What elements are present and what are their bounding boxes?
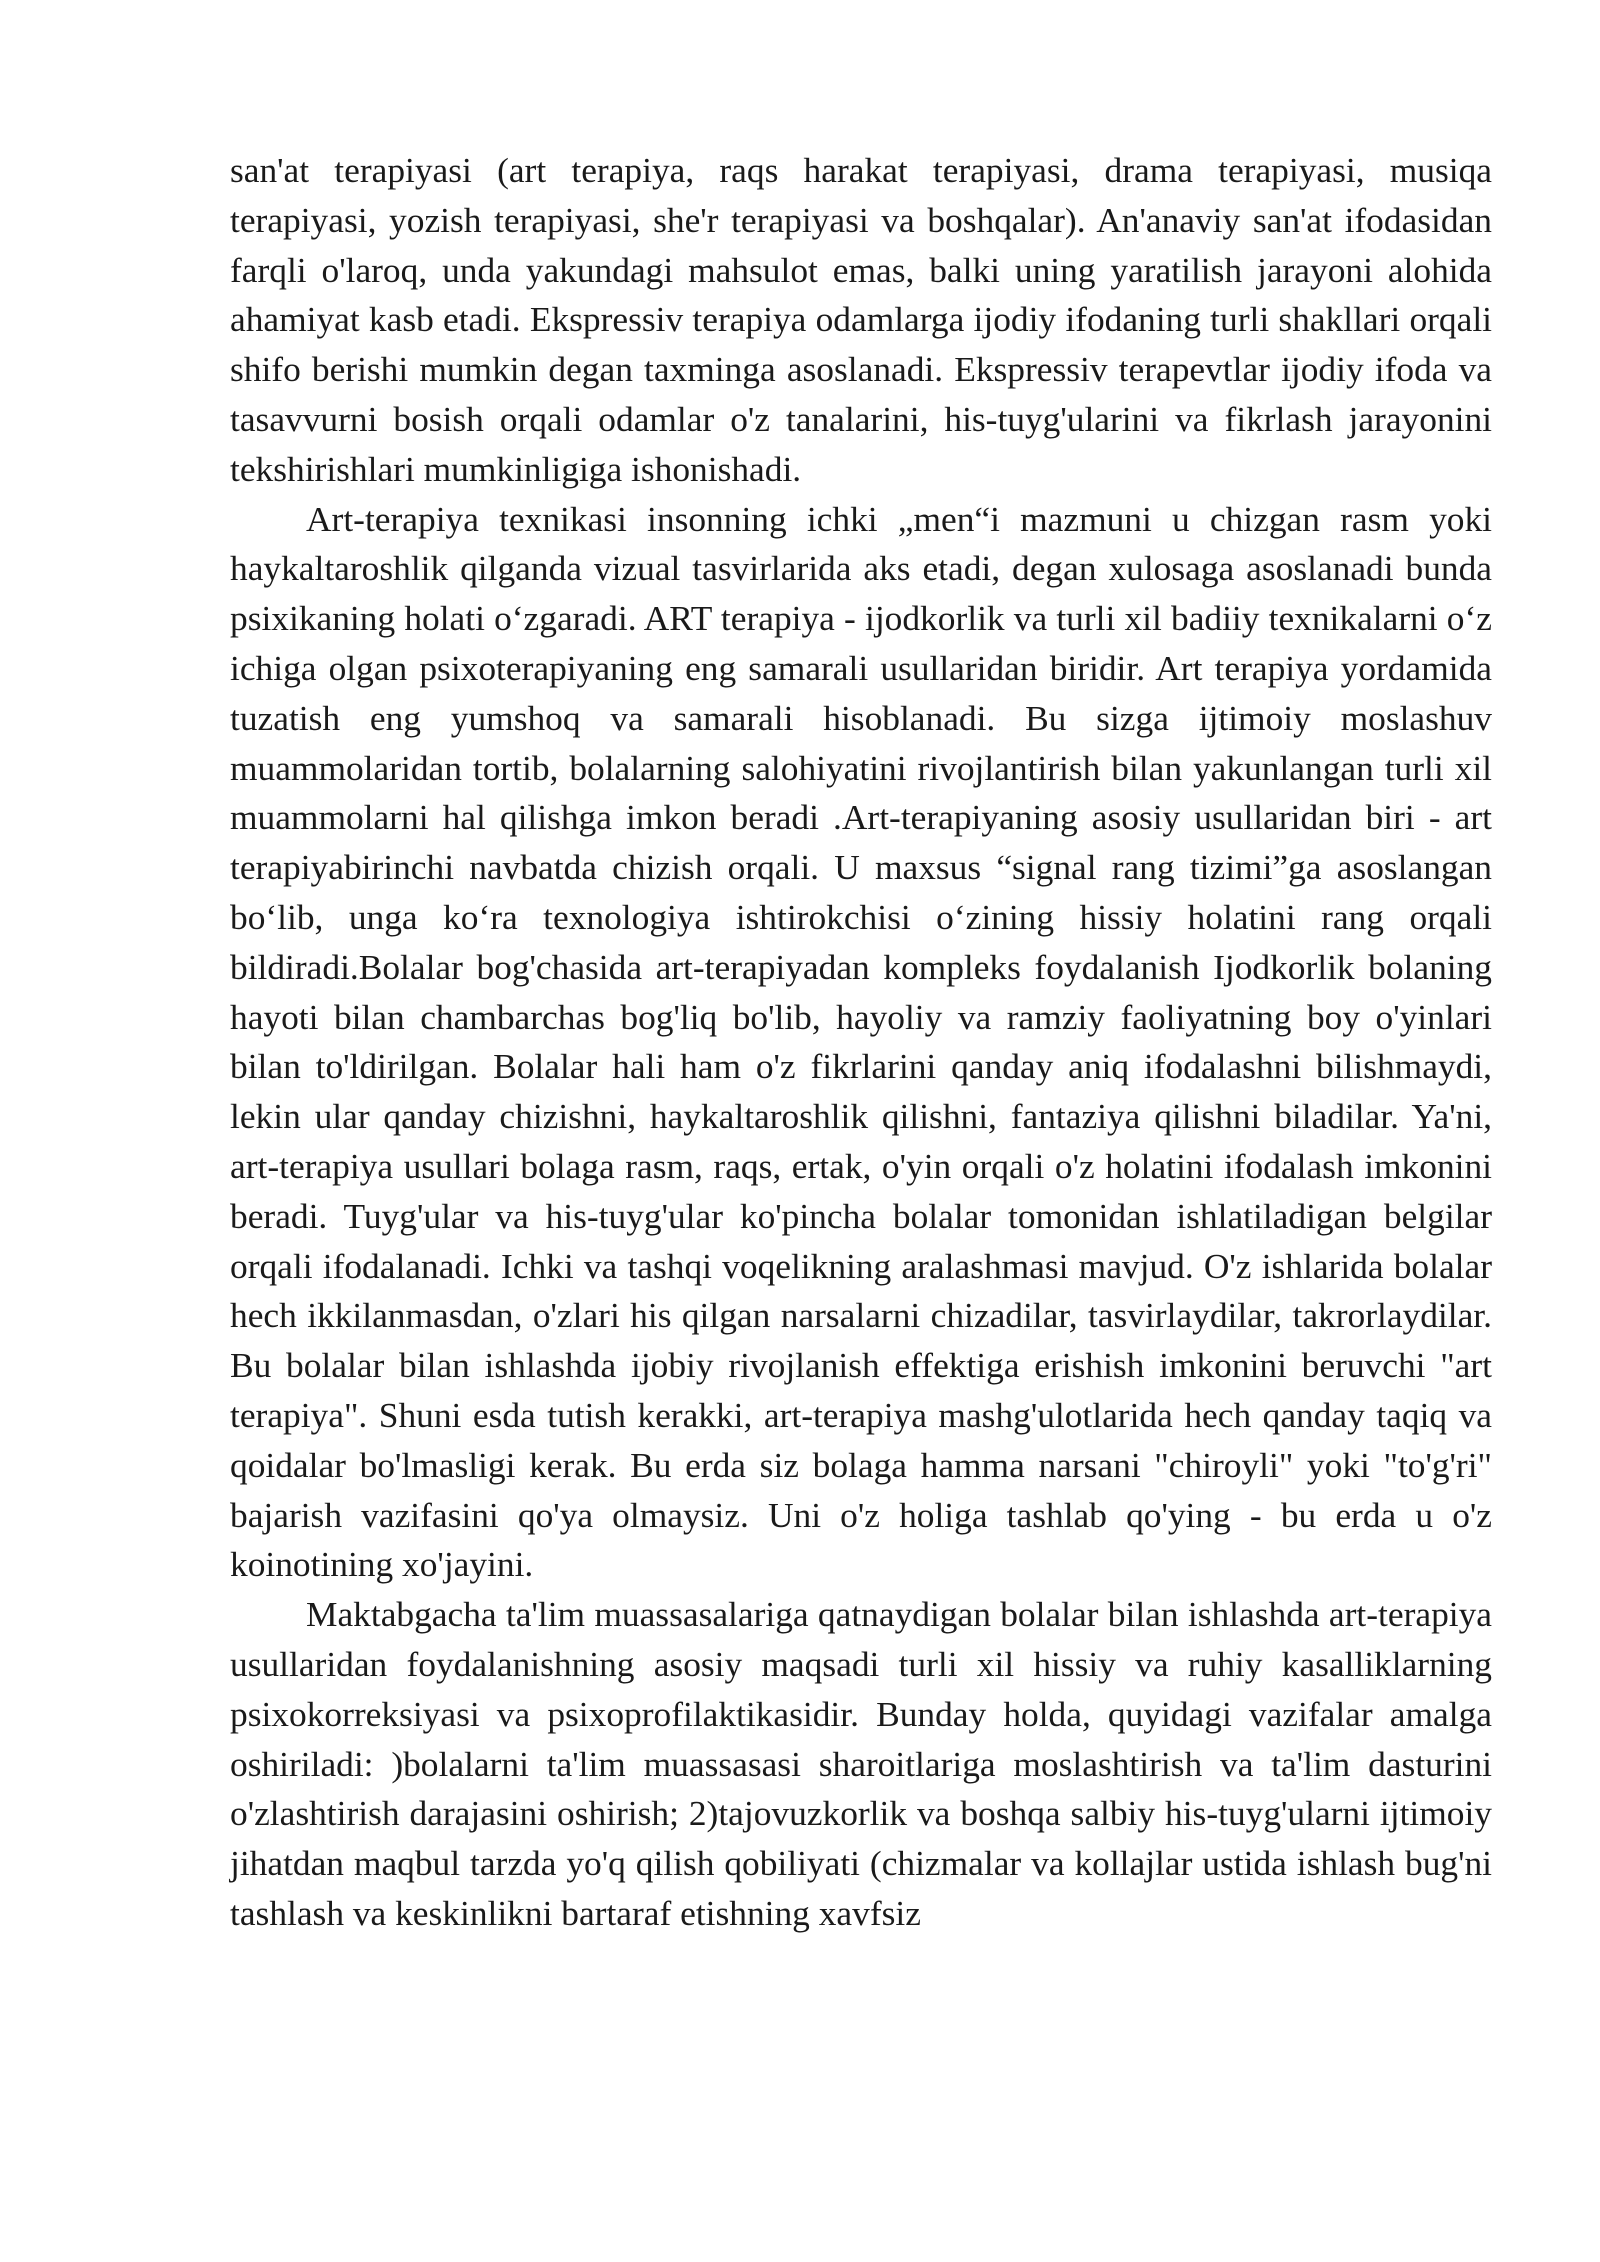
- paragraph-1: san'at terapiyasi (art terapiya, raqs harakat terapiyasi, drama terapiyasi, musiqa terapiyasi, yozish terapiyasi, she'r terapiyasi va boshqalar). An'anaviy san'at ifodasidan farqli o'laroq, unda yakundagi mahsulot emas, balki uning yaratilish jarayoni alohida ahamiyat kasb etadi. Ekspressiv terapiya odamlarga ijodiy ifodaning turli shakllari orqali shifo berishi mumkin degan taxminga asoslanadi. Ekspressiv terapevtlar ijodiy ifoda va tasavvurni bosish orqali odamlar o'z tanalarini, his-tuyg'ularini va fikrlash jarayonini tekshirishlari mumkinligiga ishonishadi.: [230, 150, 1492, 489]
- paragraph-2: Art-terapiya texnikasi insonning ichki „men“i mazmuni u chizgan rasm yoki haykaltaroshlik qilganda vizual tasvirlarida aks etadi, degan xulosaga asoslanadi bunda psixikaning holati o‘zgaradi. ART terapiya - ijodkorlik va turli xil badiiy texnikalarni o‘z ichiga olgan psixoterapiyaning eng samarali usullaridan biridir. Art terapiya yordamida tuzatish eng yumshoq va samarali hisoblanadi. Bu sizga ijtimoiy moslashuv muammolaridan tortib, bolalarning salohiyatini rivojlantirish bilan yakunlangan turli xil muammolarni hal qilishga imkon beradi .Art-terapiyaning asosiy usullaridan biri - art terapiyabirinchi navbatda chizish orqali. U maxsus “signal rang tizimi”ga asoslangan bo‘lib, unga ko‘ra texnologiya ishtirokchisi o‘zining hissiy holatini rang orqali bildiradi.Bolalar bog'chasida art-terapiyadan kompleks foydalanish Ijodkorlik bolaning hayoti bilan chambarchas bog'liq bo'lib, hayoliy va ramziy faoliyatning boy o'yinlari bilan to'ldirilgan. Bolalar hali ham o'z fikrlarini qanday aniq ifodalashni bilishmaydi, lekin ular qanday chizishni, haykaltaroshlik qilishni, fantaziya qilishni biladilar. Ya'ni, art-terapiya usullari bolaga rasm, raqs, ertak, o'yin orqali o'z holatini ifodalash imkonini beradi. Tuyg'ular va his-tuyg'ular ko'pincha bolalar tomonidan ishlatiladigan belgilar orqali ifodalanadi. Ichki va tashqi voqelikning aralashmasi mavjud. O'z ishlarida bolalar hech ikkilanmasdan, o'zlari his qilgan narsalarni chizadilar, tasvirlaydilar, takrorlaydilar. Bu bolalar bilan ishlashda ijobiy rivojlanish effektiga erishish imkonini beruvchi "art terapiya". Shuni esda tutish kerakki, art-terapiya mashg'ulotlarida hech qanday taqiq va qoidalar bo'lmasligi kerak. Bu erda siz bolaga hamma narsani "chiroyli" yoki "to'g'ri" bajarish vazifasini qo'ya olmaysiz. Uni o'z holiga tashlab qo'ying - bu erda u o'z koinotining xo'jayini.: [230, 498, 1492, 1585]
- paragraph-3: Maktabgacha ta'lim muassasalariga qatnaydigan bolalar bilan ishlashda art-terapiya usullaridan foydalanishning asosiy maqsadi turli xil hissiy va ruhiy kasalliklarning psixokorreksiyasi va psixoprofilaktikasidir. Bunday holda, quyidagi vazifalar amalga oshiriladi: )bolalarni ta'lim muassasasi sharoitlariga moslashtirish va ta'lim dasturini o'zlashtirish darajasini oshirish; 2)tajovuzkorlik va boshqa salbiy his-tuyg'ularni ijtimoiy jihatdan maqbul tarzda yo'q qilish qobiliyati (chizmalar va kollajlar ustida ishlash bug'ni tashlash va keskinlikni bartaraf etishning xavfsiz: [230, 1594, 1492, 1933]
- document-page: [230, 146, 1492, 1939]
